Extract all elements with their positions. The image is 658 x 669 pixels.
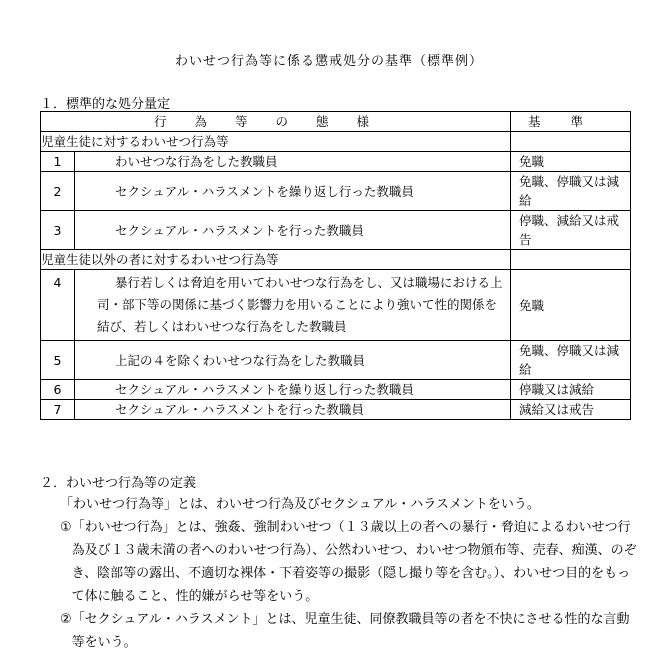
row-description: わいせつな行為をした教職員 bbox=[75, 152, 511, 172]
item-text: 「セクシュアル・ハラスメント」とは、児童生徒、同僚教職員等の者を不快にさせる性的な言動等をいう。 bbox=[71, 612, 630, 650]
empty-cell bbox=[511, 132, 631, 152]
row-description: 暴行若しくは脅迫を用いてわいせつな行為をし、又は職場における上司・部下等の関係に基づく影響力を用いることにより強いて性的関係を結び、若しくはわいせつな行為をした教職員 bbox=[75, 270, 511, 341]
table-header-row bbox=[41, 112, 631, 132]
item-text: 「わいせつ行為」とは、強姦、強制わいせつ（１３歳以上の者への暴行・脅迫によるわいせつ行為及び１３歳未満の者へのわいせつ行為）、公然わいせつ、わいせつ物頒布等、売春、痴漢、のぞき、陰部等の露出、不適切な裸体・下着姿等の撮影（隠し撮り等を含む。）、わいせつ目的をもって体に触ること、性的嫌がらせ等をいう。 bbox=[71, 520, 637, 604]
row-basis: 免職、停職又は減給 bbox=[511, 172, 631, 211]
definition-item bbox=[60, 516, 640, 608]
section1-heading: １．標準的な処分量定 bbox=[40, 97, 171, 112]
header-standard: 基準 bbox=[511, 112, 631, 132]
row-number: 7 bbox=[41, 400, 75, 420]
row-basis: 停職又は減給 bbox=[511, 380, 631, 400]
row-basis: 免職 bbox=[511, 270, 631, 341]
table-row bbox=[41, 270, 631, 341]
row-number: 3 bbox=[41, 211, 75, 250]
definition-item bbox=[60, 608, 640, 654]
row-number: 1 bbox=[41, 152, 75, 172]
row-number: 4 bbox=[41, 270, 75, 341]
item-marker: ② bbox=[60, 612, 72, 627]
table-row bbox=[41, 152, 631, 172]
table-row bbox=[41, 400, 631, 420]
row-basis: 免職、停職又は減給 bbox=[511, 341, 631, 380]
row-number: 5 bbox=[41, 341, 75, 380]
empty-cell bbox=[511, 250, 631, 270]
row-basis: 減給又は戒告 bbox=[511, 400, 631, 420]
definition-intro: 「わいせつ行為等」とは、わいせつ行為及びセクシュアル・ハラスメントをいう。 bbox=[60, 497, 540, 512]
row-basis: 停職、減給又は戒告 bbox=[511, 211, 631, 250]
row-description: セクシュアル・ハラスメントを繰り返し行った教職員 bbox=[75, 172, 511, 211]
page-title: わいせつ行為等に係る懲戒処分の基準（標準例） bbox=[174, 54, 483, 69]
row-description: セクシュアル・ハラスメントを行った教職員 bbox=[75, 211, 511, 250]
group-row bbox=[41, 132, 631, 152]
row-description: 上記の４を除くわいせつな行為をした教職員 bbox=[75, 341, 511, 380]
row-description: セクシュアル・ハラスメントを繰り返し行った教職員 bbox=[75, 380, 511, 400]
item-marker: ① bbox=[60, 520, 72, 535]
row-description: セクシュアル・ハラスメントを行った教職員 bbox=[75, 400, 511, 420]
table-row bbox=[41, 211, 631, 250]
group-label-students: 児童生徒に対するわいせつ行為等 bbox=[41, 132, 511, 152]
row-number: 2 bbox=[41, 172, 75, 211]
header-act: 行為等の態様 bbox=[41, 112, 511, 132]
group-row bbox=[41, 250, 631, 270]
table-row bbox=[41, 341, 631, 380]
row-number: 6 bbox=[41, 380, 75, 400]
group-label-others: 児童生徒以外の者に対するわいせつ行為等 bbox=[41, 250, 511, 270]
table-row bbox=[41, 380, 631, 400]
row-basis: 免職 bbox=[511, 152, 631, 172]
standards-table bbox=[40, 111, 631, 420]
section2-heading: ２．わいせつ行為等の定義 bbox=[40, 476, 197, 491]
table-row bbox=[41, 172, 631, 211]
definition-block bbox=[60, 493, 640, 654]
